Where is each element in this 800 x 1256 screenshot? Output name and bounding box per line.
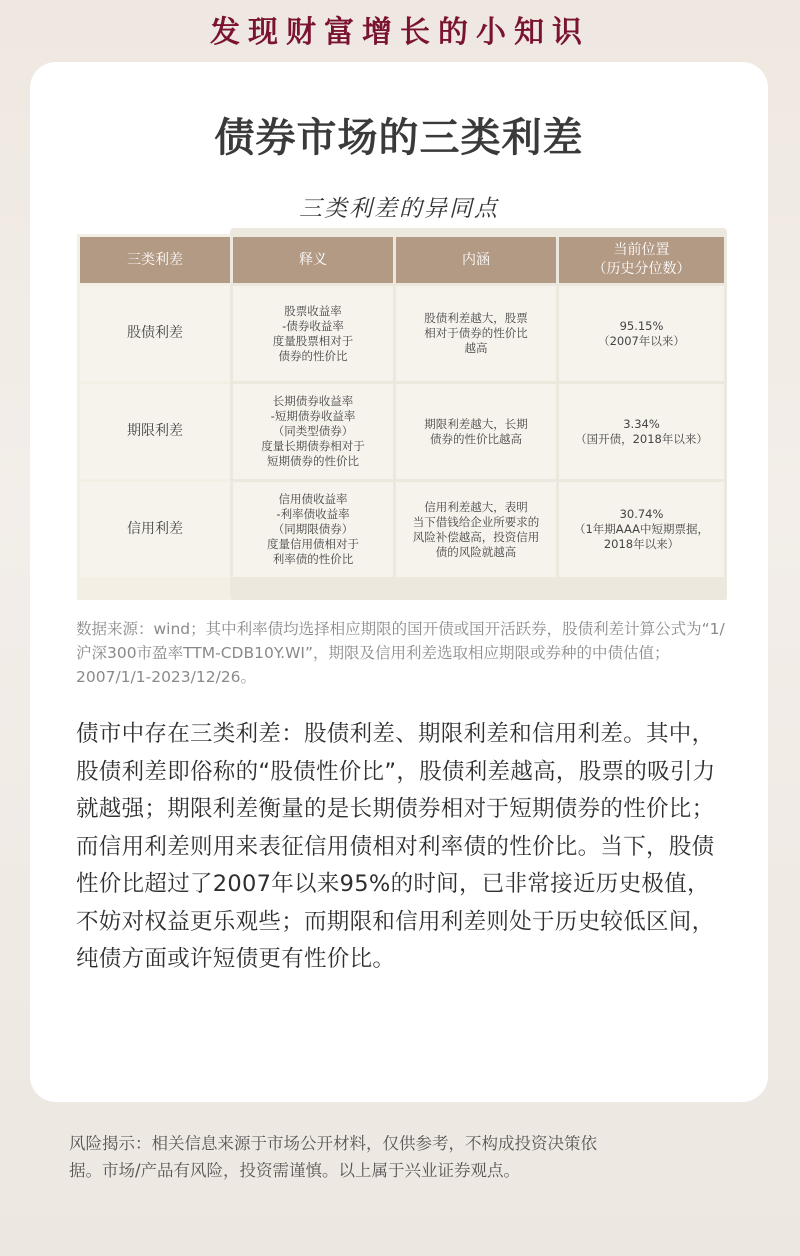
table-title: 三类利差的异同点: [299, 196, 499, 222]
article-title: 债券市场的三类利差: [214, 115, 584, 161]
row-label-equity-bond: 股债利差: [80, 286, 230, 381]
article-body: 债市中存在三类利差：股债利差、期限利差和信用利差。其中，股债利差即俗称的“股债性价比”，股债利差越高，股票的吸引力就越强；期限利差衡量的是长期债券相对于短期债券的性价比；而信用利差则用来表征信用债相对利率债的性价比。当下，股债性价比超过了2007年以来95%的时间，已非常接近历史极值，不妨对权益更乐观些；而期限和信用利差则处于历史较低区间，纯债方面或许短债更有性价比。: [76, 721, 716, 972]
cell-meaning: 信用利差越大，表明 当下借钱给企业所要求的 风险补偿越高，投资信用 债的风险就越高: [396, 482, 556, 577]
cell-position: 3.34% （国开债，2018年以来）: [559, 384, 724, 479]
cell-position: 30.74% （1年期AAA中短期票据， 2018年以来）: [559, 482, 724, 577]
header-current-position: 当前位置 （历史分位数）: [559, 237, 724, 283]
banner-title: 发现财富增长的小知识: [210, 15, 590, 50]
cell-definition: 信用债收益率 -利率债收益率 （同期限债券） 度量信用债相对于 利率债的性价比: [233, 482, 393, 577]
table-row: [80, 286, 724, 381]
risk-disclosure: 风险揭示：相关信息来源于市场公开材料，仅供参考，不构成投资决策依据。市场/产品有风险，投资需谨慎。以上属于兴业证券观点。: [69, 1134, 597, 1180]
data-source-note: 数据来源：wind；其中利率债均选择相应期限的国开债或国开活跃券，股债利差计算公式为“1/沪深300市盈率TTM-CDB10Y.WI”，期限及信用利差选取相应期限或券种的中债估值；2007/1/1-2023/12/26。: [76, 620, 725, 686]
top-banner: [0, 0, 800, 58]
spread-table-container: [77, 234, 727, 600]
table-row: [80, 482, 724, 577]
header-spread-type: 三类利差: [80, 237, 230, 283]
cell-meaning: 期限利差越大，长期 债券的性价比越高: [396, 384, 556, 479]
table-header-row: [80, 237, 724, 283]
cell-definition: 股票收益率 -债券收益率 度量股票相对于 债券的性价比: [233, 286, 393, 381]
row-label-term: 期限利差: [80, 384, 230, 479]
cell-meaning: 股债利差越大，股票 相对于债券的性价比 越高: [396, 286, 556, 381]
table-row: [80, 384, 724, 479]
cell-definition: 长期债券收益率 -短期债券收益率 （同类型债券） 度量长期债券相对于 短期债券的性价比: [233, 384, 393, 479]
header-definition: 释义: [233, 237, 393, 283]
row-label-credit: 信用利差: [80, 482, 230, 577]
content-card: [30, 62, 768, 1102]
header-meaning: 内涵: [396, 237, 556, 283]
cell-position: 95.15% （2007年以来）: [559, 286, 724, 381]
spread-comparison-table: [77, 234, 727, 580]
